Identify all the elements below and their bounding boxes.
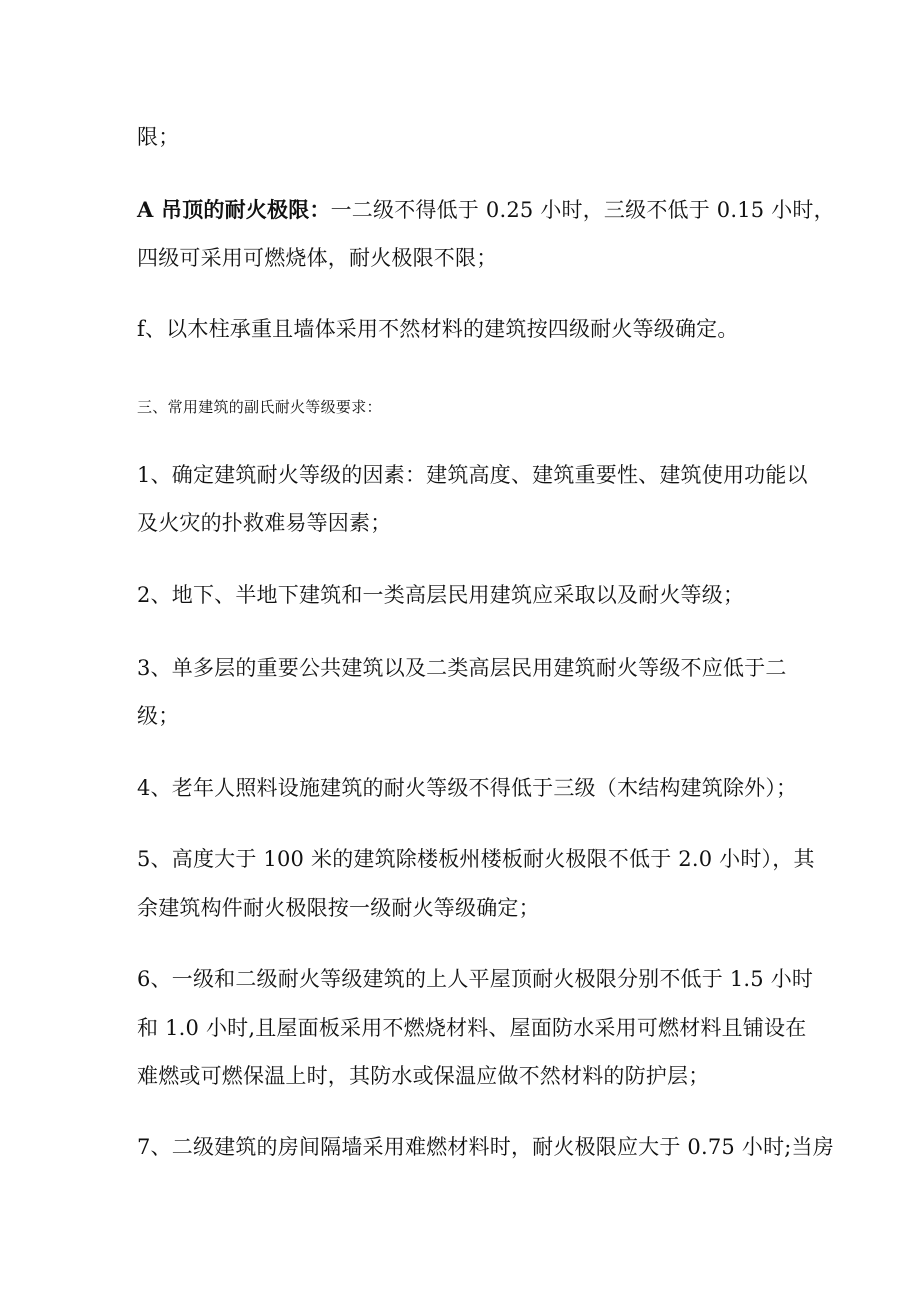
- text-line: 3、单多层的重要公共建筑以及二类高层民用建筑耐火等级不应低于二: [137, 656, 787, 680]
- text-line: 限；: [137, 125, 180, 149]
- text-line: 5、高度大于 100 米的建筑除楼板州楼板耐火极限不低于 2.0 小时），其: [137, 847, 815, 871]
- text-line: 4、老年人照料设施建筑的耐火等级不得低于三级（木结构建筑除外）；: [137, 776, 798, 800]
- text-line: f、以木柱承重且墙体采用不然材料的建筑按四级耐火等级确定。: [137, 317, 739, 341]
- ceiling-fire-limit-text: 一二级不得低于 0.25 小时，三级不低于 0.15 小时，: [330, 198, 835, 222]
- text-line: 7、二级建筑的房间隔墙采用难燃材料时，耐火极限应大于 0.75 小时;当房: [137, 1135, 834, 1159]
- ceiling-fire-limit-label: A 吊顶的耐火极限：: [137, 197, 331, 222]
- text-line: 四级可采用可燃烧体，耐火极限不限；: [137, 246, 498, 270]
- text-line: 及火灾的扑救难易等因素；: [137, 511, 392, 535]
- text-line: 和 1.0 小时,且屋面板采用不燃烧材料、屋面防水采用可燃材料且铺设在: [137, 1016, 807, 1040]
- section-heading: 三、常用建筑的副氏耐火等级要求：: [137, 398, 382, 416]
- text-line: 难燃或可燃保温上时，其防水或保温应做不然材料的防护层；: [137, 1064, 710, 1088]
- text-line: [137, 197, 835, 223]
- text-line: 余建筑构件耐火极限按一级耐火等级确定；: [137, 896, 540, 920]
- text-line: 6、一级和二级耐火等级建筑的上人平屋顶耐火极限分别不低于 1.5 小时: [137, 967, 814, 991]
- text-line: 级；: [137, 704, 180, 728]
- text-line: 2、地下、半地下建筑和一类高层民用建筑应采取以及耐火等级；: [137, 583, 745, 607]
- text-line: 1、确定建筑耐火等级的因素：建筑高度、建筑重要性、建筑使用功能以: [137, 463, 808, 487]
